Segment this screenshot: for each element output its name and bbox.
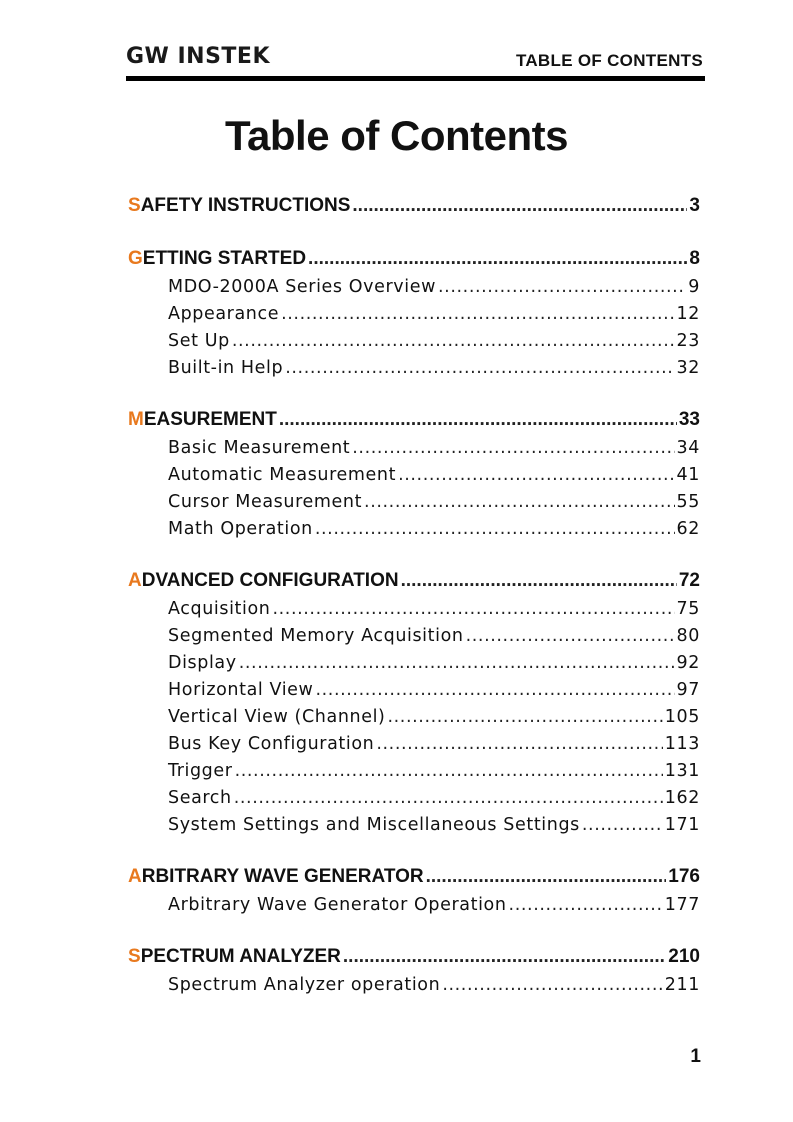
gw-instek-logo: GW INSTEK bbox=[126, 44, 271, 69]
page-title: Table of Contents bbox=[224, 112, 569, 159]
chapter-title: ETTING STARTED bbox=[142, 248, 307, 269]
dot-leader bbox=[315, 677, 674, 704]
dot-leader bbox=[466, 623, 675, 650]
dot-leader bbox=[426, 861, 667, 892]
chapter-title: DVANCED CONFIGURATION bbox=[141, 570, 399, 591]
dot-leader bbox=[281, 301, 674, 328]
subsection-page-number: 131 bbox=[664, 761, 700, 781]
subsection-page-number: 12 bbox=[676, 304, 700, 324]
subsection-title: System Settings and Miscellaneous Settings bbox=[168, 815, 580, 835]
toc-subsection-entry[interactable] bbox=[128, 785, 700, 812]
toc-subsection-entry[interactable] bbox=[128, 274, 700, 301]
toc-section bbox=[128, 941, 700, 999]
subsection-title: MDO-2000A Series Overview bbox=[168, 277, 436, 297]
subsection-title: Search bbox=[168, 788, 232, 808]
dot-leader bbox=[272, 596, 674, 623]
subsection-title: Trigger bbox=[168, 761, 233, 781]
dot-leader bbox=[387, 704, 662, 731]
chapter-page-number: 33 bbox=[678, 409, 700, 430]
toc-subsection-entry[interactable] bbox=[128, 328, 700, 355]
dot-leader bbox=[352, 190, 687, 221]
dot-leader bbox=[279, 404, 677, 435]
dot-leader bbox=[401, 565, 677, 596]
dot-leader bbox=[235, 758, 663, 785]
toc-chapter-entry[interactable] bbox=[128, 243, 700, 274]
subsection-page-number: 32 bbox=[676, 358, 700, 378]
subsection-page-number: 211 bbox=[664, 975, 700, 995]
chapter-title: EASUREMENT bbox=[143, 409, 277, 430]
subsection-title: Vertical View (Channel) bbox=[168, 707, 386, 727]
toc-section bbox=[128, 861, 700, 919]
toc-subsection-entry[interactable] bbox=[128, 892, 700, 919]
chapter-page-number: 210 bbox=[668, 946, 700, 967]
subsection-page-number: 171 bbox=[664, 815, 700, 835]
chapter-page-number: 3 bbox=[689, 195, 700, 216]
dot-leader bbox=[352, 435, 674, 462]
subsection-page-number: 23 bbox=[676, 331, 700, 351]
toc-subsection-entry[interactable] bbox=[128, 596, 700, 623]
page-number: 1 bbox=[690, 1046, 701, 1067]
dot-leader bbox=[234, 785, 663, 812]
toc-subsection-entry[interactable] bbox=[128, 435, 700, 462]
subsection-page-number: 177 bbox=[664, 895, 700, 915]
subsection-title: Basic Measurement bbox=[168, 438, 351, 458]
dot-leader bbox=[509, 892, 663, 919]
dot-leader bbox=[285, 355, 674, 382]
chapter-initial: S bbox=[128, 195, 141, 216]
toc-subsection-entry[interactable] bbox=[128, 355, 700, 382]
toc-section bbox=[128, 565, 700, 839]
toc-subsection-entry[interactable] bbox=[128, 623, 700, 650]
subsection-title: Display bbox=[168, 653, 237, 673]
subsection-page-number: 34 bbox=[676, 438, 700, 458]
toc-subsection-entry[interactable] bbox=[128, 758, 700, 785]
subsection-page-number: 41 bbox=[676, 465, 700, 485]
dot-leader bbox=[438, 274, 686, 301]
dot-leader bbox=[376, 731, 662, 758]
subsection-title: Built-in Help bbox=[168, 358, 284, 378]
dot-leader bbox=[364, 489, 675, 516]
chapter-initial: A bbox=[128, 570, 142, 591]
subsection-title: Appearance bbox=[168, 304, 280, 324]
table-of-contents bbox=[128, 190, 700, 1021]
toc-subsection-entry[interactable] bbox=[128, 301, 700, 328]
toc-chapter-entry[interactable] bbox=[128, 861, 700, 892]
chapter-initial: G bbox=[128, 248, 143, 269]
subsection-title: Acquisition bbox=[168, 599, 271, 619]
subsection-page-number: 75 bbox=[676, 599, 700, 619]
chapter-title: PECTRUM ANALYZER bbox=[140, 946, 341, 967]
toc-chapter-entry[interactable] bbox=[128, 404, 700, 435]
dot-leader bbox=[308, 243, 687, 274]
toc-subsection-entry[interactable] bbox=[128, 704, 700, 731]
subsection-title: Automatic Measurement bbox=[168, 465, 397, 485]
dot-leader bbox=[315, 516, 675, 543]
subsection-title: Math Operation bbox=[168, 519, 313, 539]
subsection-title: Segmented Memory Acquisition bbox=[168, 626, 464, 646]
toc-subsection-entry[interactable] bbox=[128, 731, 700, 758]
running-header-title: TABLE OF CONTENTS bbox=[515, 51, 703, 70]
dot-leader bbox=[239, 650, 675, 677]
toc-subsection-entry[interactable] bbox=[128, 489, 700, 516]
subsection-title: Horizontal View bbox=[168, 680, 314, 700]
subsection-title: Spectrum Analyzer operation bbox=[168, 975, 441, 995]
subsection-title: Arbitrary Wave Generator Operation bbox=[168, 895, 507, 915]
subsection-title: Bus Key Configuration bbox=[168, 734, 375, 754]
chapter-page-number: 8 bbox=[689, 248, 700, 269]
toc-subsection-entry[interactable] bbox=[128, 516, 700, 543]
toc-subsection-entry[interactable] bbox=[128, 650, 700, 677]
subsection-page-number: 105 bbox=[664, 707, 700, 727]
dot-leader bbox=[343, 941, 666, 972]
header-rule bbox=[126, 76, 705, 81]
subsection-page-number: 55 bbox=[676, 492, 700, 512]
chapter-title: RBITRARY WAVE GENERATOR bbox=[141, 866, 424, 887]
chapter-page-number: 72 bbox=[678, 570, 700, 591]
chapter-page-number: 176 bbox=[668, 866, 700, 887]
chapter-initial: S bbox=[128, 946, 141, 967]
toc-subsection-entry[interactable] bbox=[128, 972, 700, 999]
dot-leader bbox=[398, 462, 674, 489]
subsection-page-number: 62 bbox=[676, 519, 700, 539]
subsection-page-number: 162 bbox=[664, 788, 700, 808]
dot-leader bbox=[442, 972, 662, 999]
toc-subsection-entry[interactable] bbox=[128, 677, 700, 704]
toc-subsection-entry[interactable] bbox=[128, 462, 700, 489]
toc-chapter-entry[interactable] bbox=[128, 565, 700, 596]
dot-leader bbox=[232, 328, 675, 355]
chapter-initial: A bbox=[128, 866, 142, 887]
subsection-title: Cursor Measurement bbox=[168, 492, 363, 512]
toc-chapter-entry[interactable] bbox=[128, 190, 700, 221]
subsection-page-number: 92 bbox=[676, 653, 700, 673]
chapter-title: AFETY INSTRUCTIONS bbox=[140, 195, 351, 216]
subsection-page-number: 97 bbox=[676, 680, 700, 700]
subsection-title: Set Up bbox=[168, 331, 230, 351]
subsection-page-number: 113 bbox=[664, 734, 700, 754]
toc-section bbox=[128, 190, 700, 221]
toc-subsection-entry[interactable] bbox=[128, 812, 700, 839]
dot-leader bbox=[582, 812, 663, 839]
toc-chapter-entry[interactable] bbox=[128, 941, 700, 972]
subsection-page-number: 9 bbox=[688, 277, 700, 297]
toc-section bbox=[128, 243, 700, 382]
subsection-page-number: 80 bbox=[676, 626, 700, 646]
chapter-initial: M bbox=[128, 409, 144, 430]
toc-section bbox=[128, 404, 700, 543]
